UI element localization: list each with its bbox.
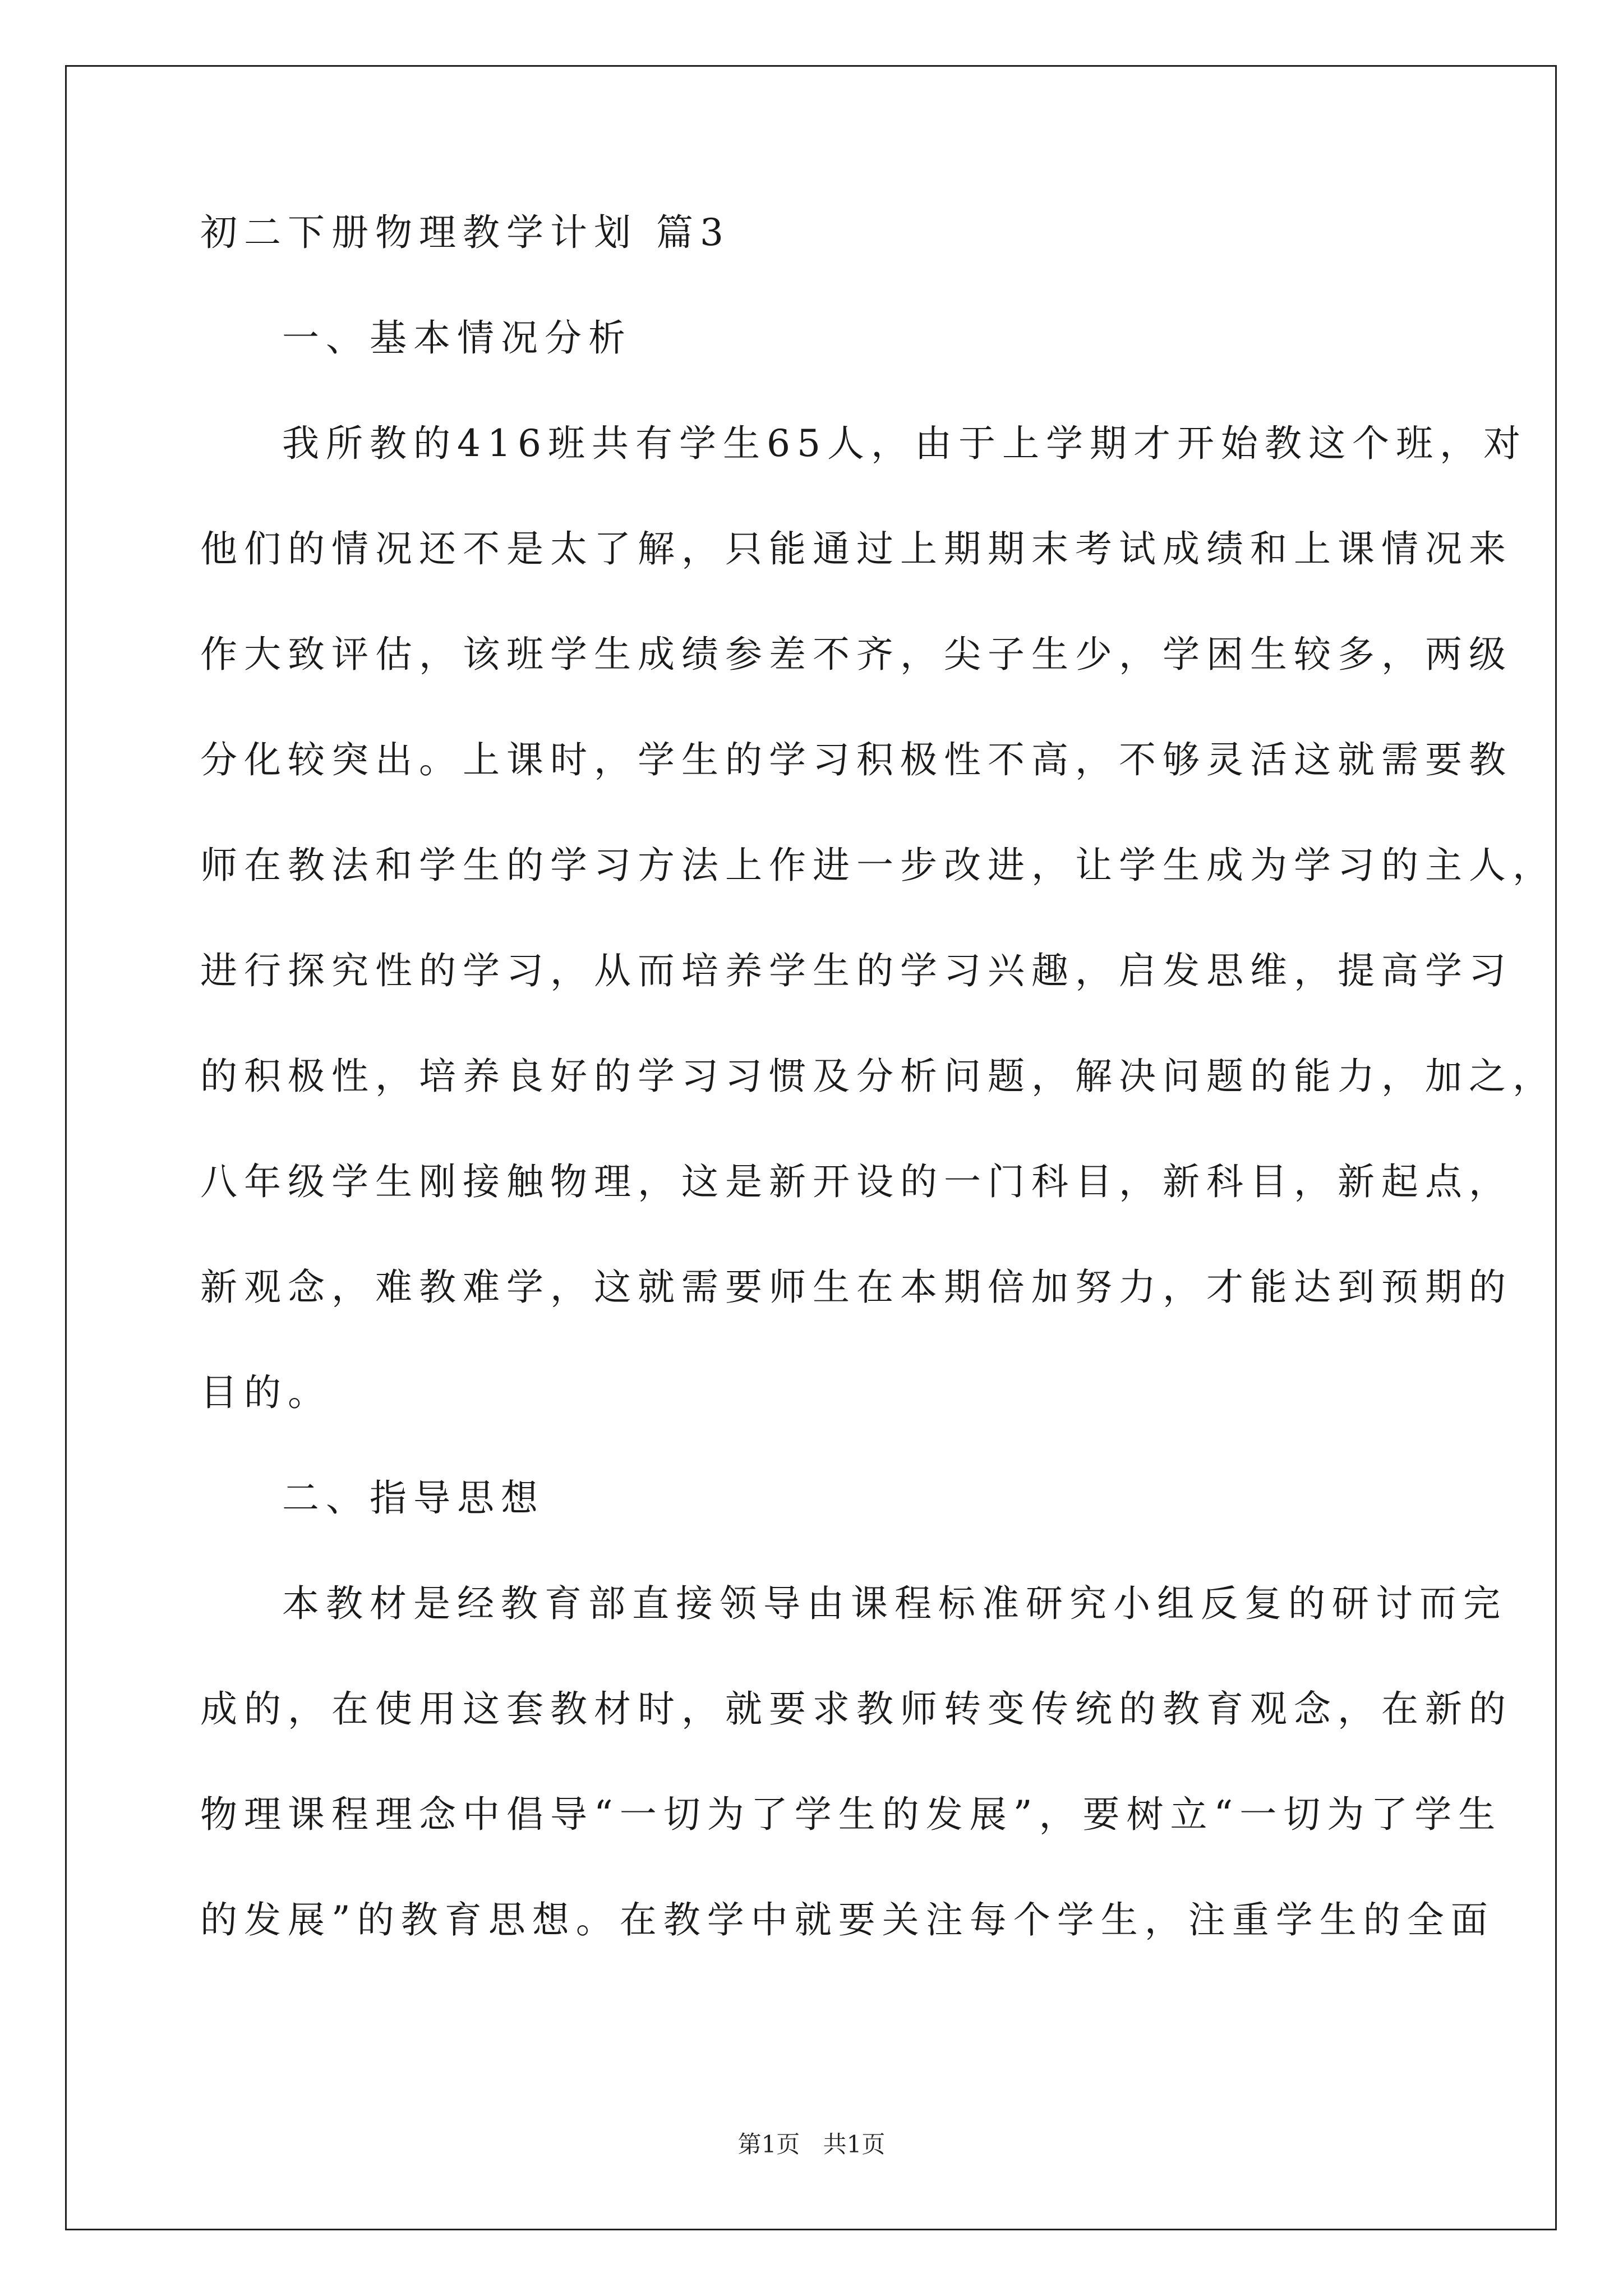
paragraph-line: 新观念，难教难学，这就需要师生在本期倍加努力，才能达到预期的 [200, 1266, 1513, 1309]
paragraph-line: 目的。 [200, 1371, 331, 1414]
document-body [200, 210, 1556, 2003]
paragraph-line: 的发展”的教育思想。在教学中就要关注每个学生，注重学生的全面 [200, 1898, 1495, 1941]
section-heading-basic-analysis: 一、基本情况分析 [282, 316, 632, 360]
paragraph-line: 八年级学生刚接触物理，这是新开设的一门科目，新科目，新起点， [200, 1160, 1513, 1203]
paragraph-line: 他们的情况还不是太了解，只能通过上期期末考试成绩和上课情况来 [200, 527, 1513, 570]
page-total: 共1页 [823, 2131, 886, 2158]
paragraph-line: 物理课程理念中倡导“一切为了学生的发展”，要树立“一切为了学生 [200, 1793, 1502, 1836]
document-title: 初二下册物理教学计划 篇3 [200, 211, 730, 254]
paragraph-line: 本教材是经教育部直接领导由课程标准研究小组反复的研讨而完 [282, 1582, 1507, 1625]
paragraph-line: 作大致评估，该班学生成绩参差不齐，尖子生少，学困生较多，两级 [200, 633, 1513, 676]
page-footer [0, 2131, 1623, 2159]
paragraph-line: 进行探究性的学习，从而培养学生的学习兴趣，启发思维，提高学习 [200, 949, 1513, 992]
section-heading-guiding-ideology: 二、指导思想 [282, 1476, 545, 1520]
paragraph-line: 分化较突出。上课时，学生的学习积极性不高，不够灵活这就需要教 [200, 738, 1513, 781]
paragraph-line: 成的，在使用这套教材时，就要求教师转变传统的教育观念，在新的 [200, 1687, 1513, 1731]
page-number: 第1页 [737, 2131, 800, 2158]
paragraph-line: 我所教的416班共有学生65人，由于上学期才开始教这个班，对 [282, 422, 1527, 465]
paragraph-line: 的积极性，培养良好的学习习惯及分析问题，解决问题的能力，加之， [200, 1055, 1556, 1098]
paragraph-line: 师在教法和学生的学习方法上作进一步改进，让学生成为学习的主人， [200, 844, 1556, 887]
